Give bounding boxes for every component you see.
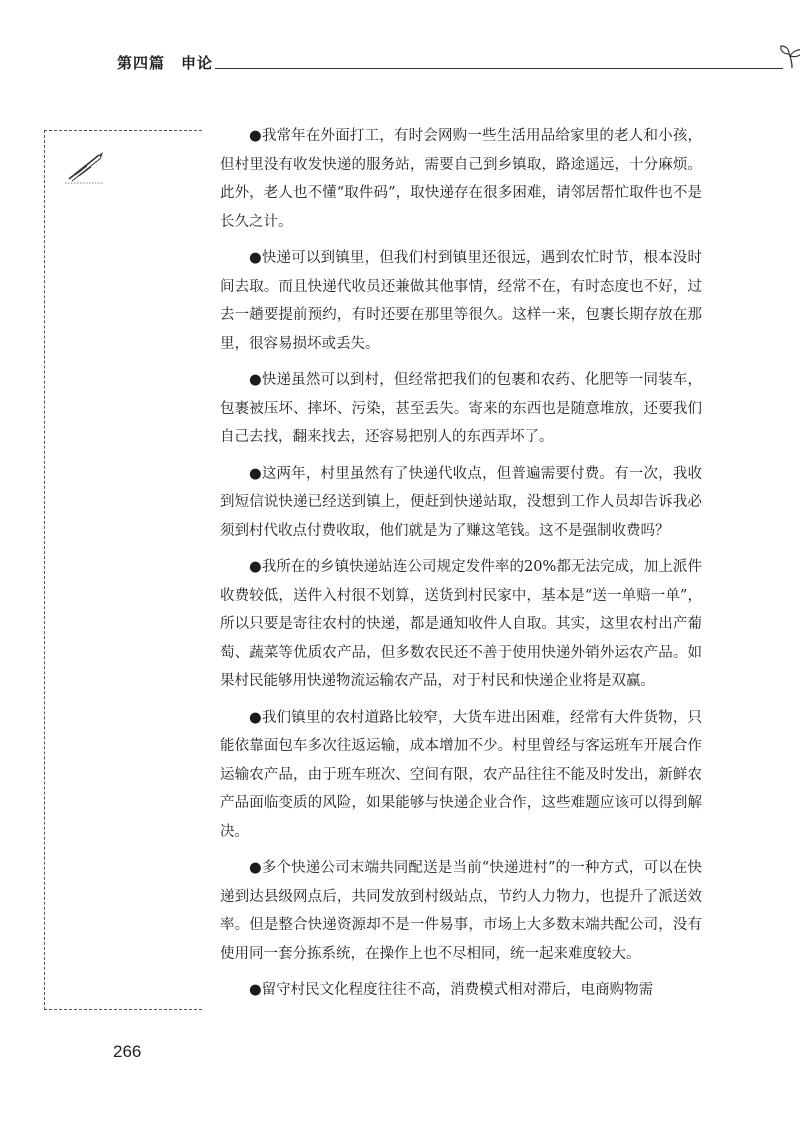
paragraph: ●多个快递公司末端共同配送是当前“快递进村”的一种方式，可以在快递到达县级网点后，共同发放到村级站点，节约人力物力，也提升了派送效率。但是整合快递资源却不是一件易事，市场上大多数末端共配公司，没有使用同一套分拣系统，在操作上也不尽相同，统一起来难度较大。 [220,860,702,962]
paragraph: ●留守村民文化程度往往不高，消费模式相对滞后，电商购物需 [249,982,654,998]
page-number: 266 [113,1042,142,1061]
page-header [105,52,800,76]
paragraph: ●我们镇里的农村道路比较窄，大货车进出困难，经常有大件货物，只能依靠面包车多次往返运输，成本增加不少。村里曾经与客运班车开展合作运输农产品，由于班车班次、空间有限，农产品往往不能及时发出，新鲜农产品面临变质的风险，如果能够与快递企业合作，这些难题应该可以得到解决。 [220,709,702,840]
header-title: 第四篇 申论 [117,54,214,72]
paragraph: ●我所在的乡镇快递站连公司规定发件率的20%都无法完成，加上派件收费较低，送件入村很不划算，送货到村民家中，基本是“送一单赔一单”，所以只要是寄往农村的快递，都是通知收件人自取。其实，这里农村出产葡萄、蔬菜等优质农产品，但多数农民还不善于使用快递外销外运农产品。如果村民能够用快递物流运输农产品，对于村民和快递企业将是双赢。 [220,559,702,689]
sprout-icon [777,42,800,72]
paragraph: ●快递虽然可以到村，但经常把我们的包裹和农药、化肥等一同装车，包裹被压坏、摔坏、污染，甚至丢失。寄来的东西也是随意堆放，还要我们自己去找，翻来找去，还容易把别人的东西弄坏了。 [220,372,702,445]
body-text [220,122,702,1013]
paragraph: ●我常年在外面打工，有时会网购一些生活用品给家里的老人和小孩，但村里没有收发快递的服务站，需要自己到乡镇取，路途遥远，十分麻烦。此外，老人也不懂“取件码”，取快递存在很多困难，请邻居帮忙取件也不是长久之计。 [220,128,702,230]
note-margin-box [44,130,202,1010]
paragraph: ●快递可以到镇里，但我们村到镇里还很远，遇到农忙时节，根本没时间去取。而且快递代收员还兼做其他事情，经常不在，有时态度也不好，过去一趟要提前预约，有时还要在那里等很久。这样一来，包裹长期存放在那里，很容易损坏或丢失。 [220,250,702,352]
header-rule [215,68,783,69]
paragraph: ●这两年，村里虽然有了快递代收点，但普遍需要付费。有一次，我收到短信说快递已经送到镇上，便赶到快递站取，没想到工作人员却告诉我必须到村代收点付费收取，他们就是为了赚这笔钱。这不是强制收费吗？ [220,465,702,539]
pen-icon [63,149,107,185]
